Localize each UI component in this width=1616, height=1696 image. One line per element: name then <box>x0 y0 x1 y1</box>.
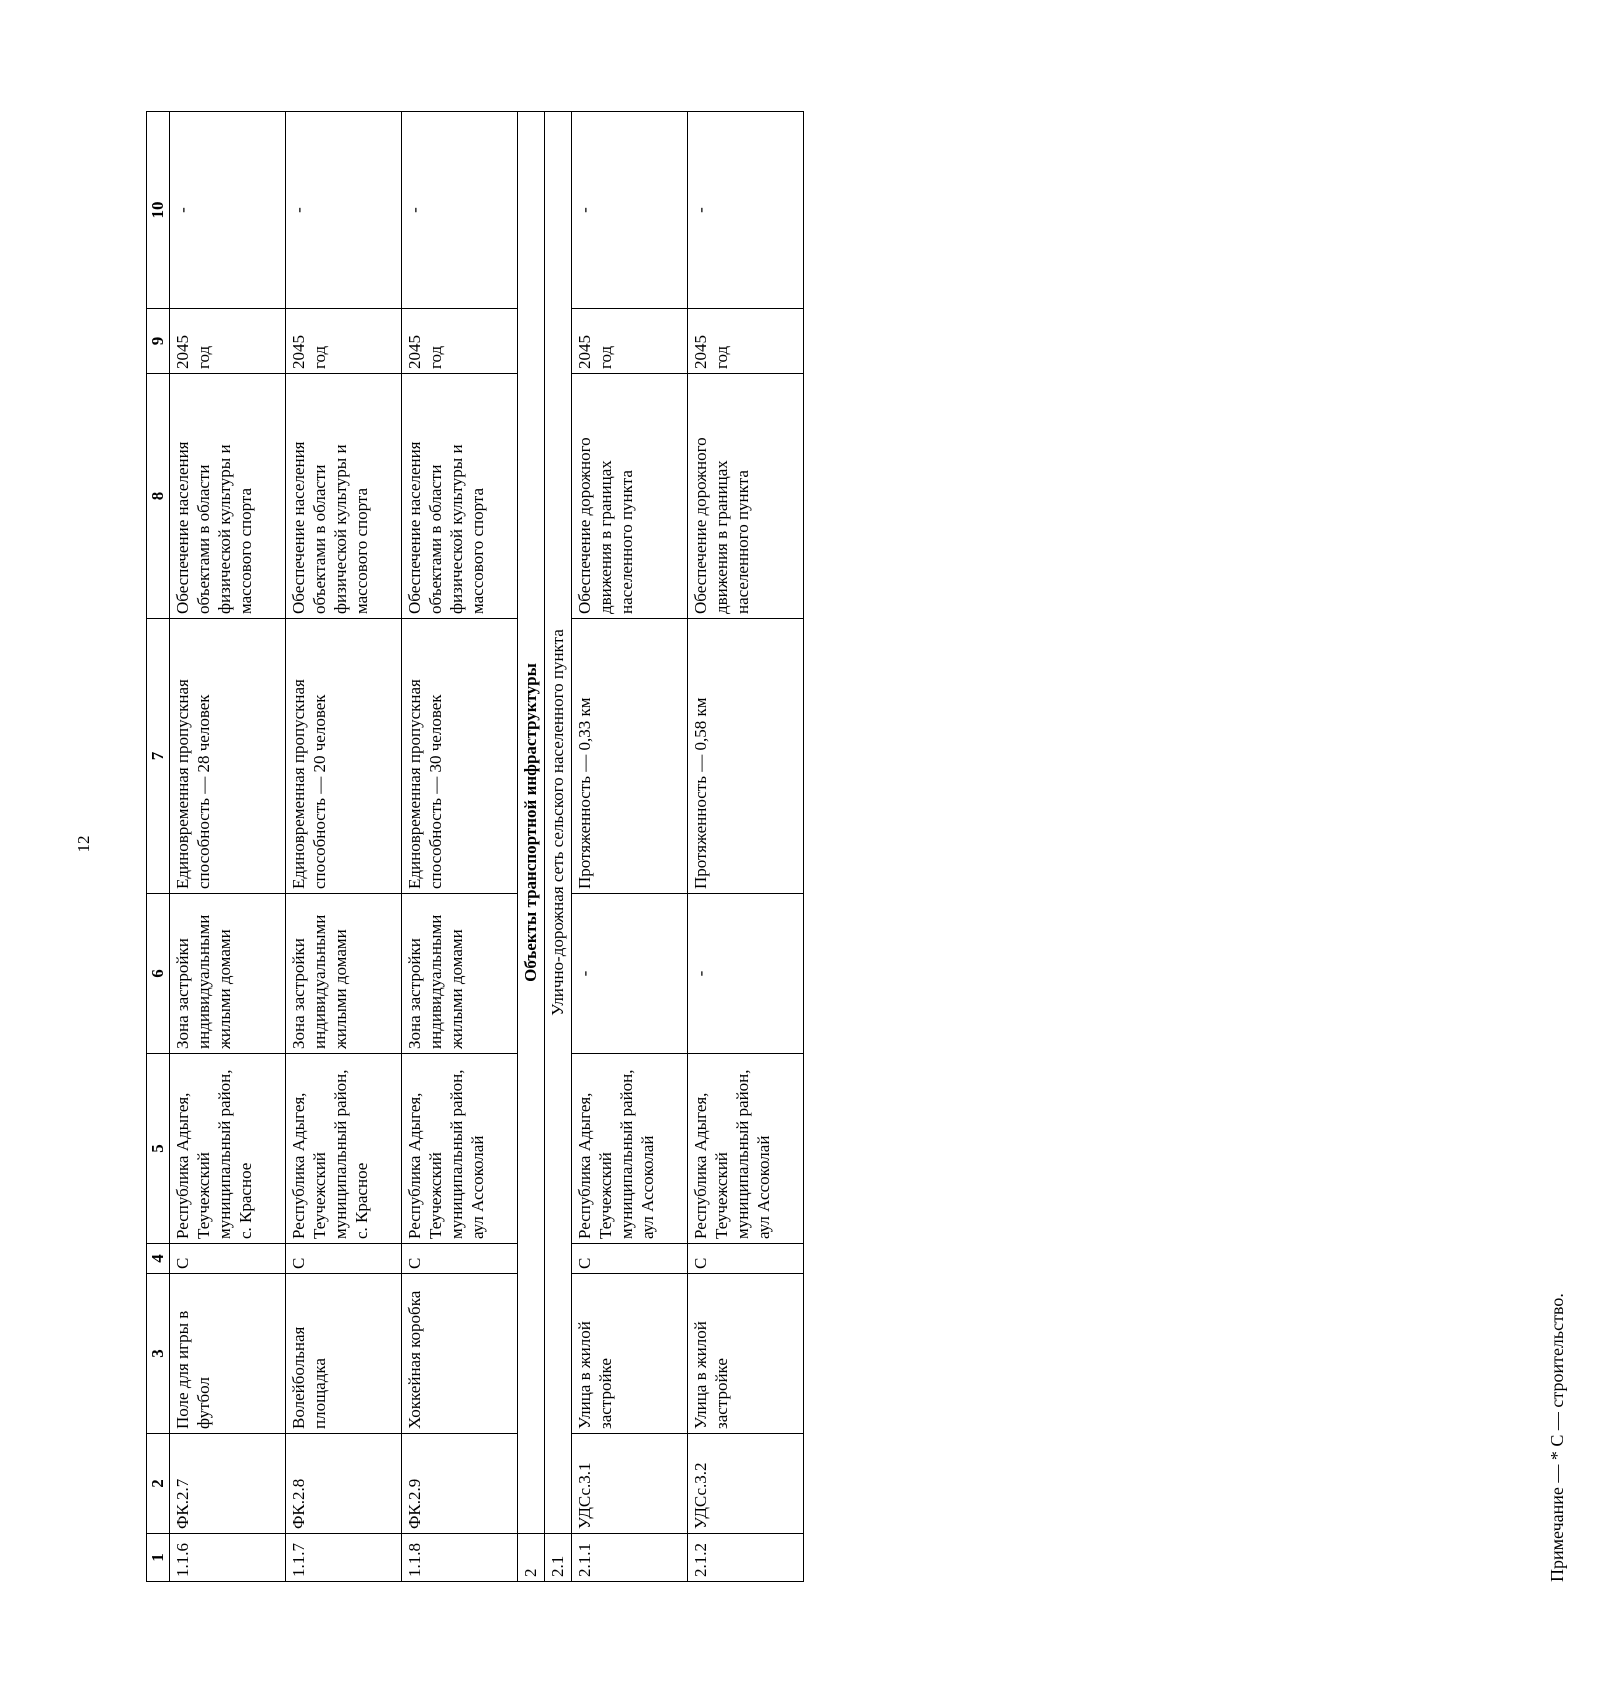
object-location: Республика Адыгея, Теучежский муниципальный район, с. Красное <box>170 1054 286 1244</box>
row-number: 2.1.1 <box>572 1534 688 1582</box>
row-number: 1.1.7 <box>286 1534 402 1582</box>
object-code: УДСс.3.2 <box>688 1434 804 1534</box>
object-capacity: Единовременная пропускная способность — 20 человек <box>286 619 402 894</box>
row-number: 2.1.2 <box>688 1534 804 1582</box>
section-number: 2 <box>518 1534 545 1582</box>
object-type: С <box>286 1244 402 1274</box>
functional-zone: Зона застройки индивидуальными жилыми домами <box>170 894 286 1054</box>
object-type: С <box>402 1244 518 1274</box>
object-name: Улица в жилой застройке <box>572 1274 688 1434</box>
extra-info: - <box>572 112 688 309</box>
row-number: 1.1.8 <box>402 1534 518 1582</box>
table-row <box>170 112 286 1582</box>
column-number: 1 <box>147 1534 170 1582</box>
object-type: С <box>572 1244 688 1274</box>
object-location: Республика Адыгея, Теучежский муниципальный район, с. Красное <box>286 1054 402 1244</box>
implementation-year: 2045 год <box>402 309 518 374</box>
column-number: 10 <box>147 112 170 309</box>
column-number: 3 <box>147 1274 170 1434</box>
functional-zone: Зона застройки индивидуальными жилыми домами <box>286 894 402 1054</box>
extra-info: - <box>286 112 402 309</box>
column-number: 5 <box>147 1054 170 1244</box>
objects-table <box>146 111 804 1582</box>
object-purpose: Обеспечение населения объектами в области физической культуры и массового спорта <box>170 374 286 619</box>
functional-zone: Зона застройки индивидуальными жилыми домами <box>402 894 518 1054</box>
object-purpose: Обеспечение дорожного движения в границах населенного пункта <box>688 374 804 619</box>
object-location: Республика Адыгея, Теучежский муниципальный район, аул Ассоколай <box>572 1054 688 1244</box>
object-capacity: Протяженность — 0,33 км <box>572 619 688 894</box>
row-number: 1.1.6 <box>170 1534 286 1582</box>
subsection-title: Улично-дорожная сеть сельского населенного пункта <box>545 112 572 1534</box>
column-number: 8 <box>147 374 170 619</box>
extra-info: - <box>402 112 518 309</box>
section-title: Объекты транспортной инфраструктуры <box>518 112 545 1534</box>
page-number: 12 <box>74 835 93 853</box>
implementation-year: 2045 год <box>170 309 286 374</box>
object-location: Республика Адыгея, Теучежский муниципальный район, аул Ассоколай <box>688 1054 804 1244</box>
object-name: Улица в жилой застройке <box>688 1274 804 1434</box>
object-code: ФК.2.9 <box>402 1434 518 1534</box>
implementation-year: 2045 год <box>286 309 402 374</box>
extra-info: - <box>688 112 804 309</box>
table-row <box>688 112 804 1582</box>
column-number: 7 <box>147 619 170 894</box>
object-code: ФК.2.7 <box>170 1434 286 1534</box>
object-location: Республика Адыгея, Теучежский муниципальный район, аул Ассоколай <box>402 1054 518 1244</box>
extra-info: - <box>170 112 286 309</box>
column-number-row <box>147 112 170 1582</box>
object-name: Хоккейная коробка <box>402 1274 518 1434</box>
column-number: 9 <box>147 309 170 374</box>
object-capacity: Единовременная пропускная способность — 30 человек <box>402 619 518 894</box>
object-purpose: Обеспечение населения объектами в области физической культуры и массового спорта <box>286 374 402 619</box>
object-capacity: Единовременная пропускная способность — 28 человек <box>170 619 286 894</box>
landscape-content <box>146 112 1567 1582</box>
rotated-page-content <box>146 112 1616 1582</box>
object-code: УДСс.3.1 <box>572 1434 688 1534</box>
column-number: 6 <box>147 894 170 1054</box>
section-row <box>518 112 545 1582</box>
functional-zone: - <box>572 894 688 1054</box>
object-purpose: Обеспечение дорожного движения в границах населенного пункта <box>572 374 688 619</box>
object-code: ФК.2.8 <box>286 1434 402 1534</box>
object-capacity: Протяженность — 0,58 км <box>688 619 804 894</box>
table-row <box>572 112 688 1582</box>
implementation-year: 2045 год <box>688 309 804 374</box>
column-number: 4 <box>147 1244 170 1274</box>
subsection-row <box>545 112 572 1582</box>
table-row <box>286 112 402 1582</box>
subsection-number: 2.1 <box>545 1534 572 1582</box>
functional-zone: - <box>688 894 804 1054</box>
object-name: Поле для игры в футбол <box>170 1274 286 1434</box>
table-note: Примечание — * С — строительство. <box>1547 1293 1567 1582</box>
object-type: С <box>170 1244 286 1274</box>
table-row <box>402 112 518 1582</box>
implementation-year: 2045 год <box>572 309 688 374</box>
column-number: 2 <box>147 1434 170 1534</box>
object-name: Волейбольная площадка <box>286 1274 402 1434</box>
object-purpose: Обеспечение населения объектами в области физической культуры и массового спорта <box>402 374 518 619</box>
object-type: С <box>688 1244 804 1274</box>
